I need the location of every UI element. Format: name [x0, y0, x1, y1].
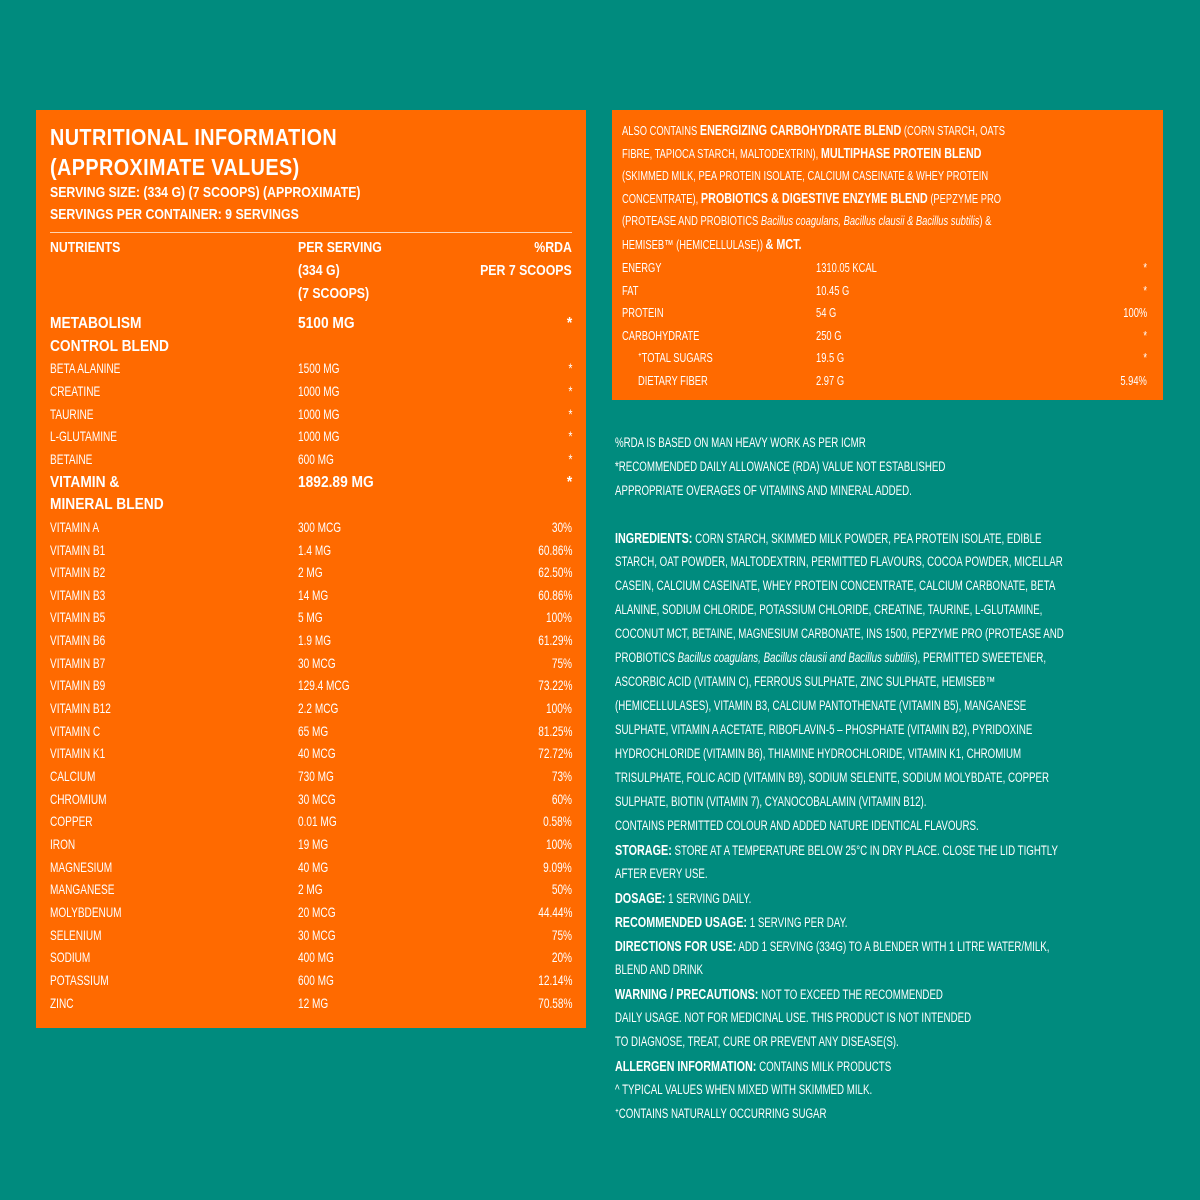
- nutrient-row: [36, 723, 586, 746]
- allergen-info: ALLERGEN INFORMATION: CONTAINS MILK PRODUCTS: [615, 1058, 892, 1075]
- nutrient-rda: *: [566, 473, 572, 491]
- nutrient-rda: 75%: [551, 926, 572, 943]
- energy-name: DIETARY FIBER: [638, 373, 708, 388]
- intro-line-4: CONCENTRATE), PROBIOTICS & DIGESTIVE ENZYME BLEND (PEPZYME PRO: [622, 190, 1002, 207]
- nutrient-row: [36, 859, 586, 882]
- energy-amount: 2.97 G: [816, 373, 845, 388]
- nutrient-row: [36, 836, 586, 859]
- nutrient-amount: 0.01 MG: [298, 813, 337, 830]
- nutrient-rda: *: [568, 428, 572, 445]
- directions-line-1: DIRECTIONS FOR USE: ADD 1 SERVING (334G) TO A BLENDER WITH 1 LITRE WATER/MILK,: [615, 938, 1050, 955]
- warning-line-3: TO DIAGNOSE, TREAT, CURE OR PREVENT ANY DISEASE(S).: [615, 1034, 899, 1049]
- nutrient-name: CHROMIUM: [50, 790, 107, 807]
- nutrient-row: [36, 564, 586, 587]
- ingredients-line-2: STARCH, OAT POWDER, MALTODEXTRIN, PERMITTED FLAVOURS, COCOA POWDER, MICELLAR: [615, 554, 1063, 569]
- nutrient-amount: 1.9 MG: [298, 632, 332, 649]
- nutrient-rda: 0.58%: [543, 813, 572, 830]
- nutrient-row: [36, 474, 586, 497]
- footnote-natural-sugar: ᐩCONTAINS NATURALLY OCCURRING SUGAR: [615, 1106, 827, 1121]
- nutrient-name: CREATINE: [50, 382, 101, 399]
- nutrient-name: VITAMIN B12: [50, 700, 111, 717]
- energy-amount: 10.45 G: [816, 282, 850, 298]
- energy-row: [612, 373, 1163, 396]
- nutrient-name: VITAMIN B5: [50, 609, 106, 626]
- ingredients-line-7: ASCORBIC ACID (VITAMIN C), FERROUS SULPHATE, ZINC SULPHATE, HEMISEB™: [615, 674, 996, 689]
- energy-rda: *: [1143, 282, 1147, 298]
- energy-rda: 100%: [1123, 305, 1147, 321]
- nutrient-rda: 100%: [546, 609, 572, 626]
- ingredients-line-6: PROBIOTICS Bacillus coagulans, Bacillus clausii and Bacillus subtilis), PERMITTED SWEETENER,: [615, 650, 1047, 665]
- nutrient-row: [36, 360, 586, 383]
- nutrient-row: [36, 315, 586, 338]
- nutrient-rda: 60%: [551, 790, 572, 807]
- ingredients-line-5: COCONUT MCT, BETAINE, MAGNESIUM CARBONATE, INS 1500, PEPZYME PRO (PROTEASE AND: [615, 626, 1064, 641]
- nutrient-row: [36, 428, 586, 451]
- intro-line-2: FIBRE, TAPIOCA STARCH, MALTODEXTRIN), MULTIPHASE PROTEIN BLEND: [622, 145, 982, 162]
- nutrient-row: [36, 813, 586, 836]
- nutrient-name: POTASSIUM: [50, 971, 109, 988]
- nutrient-amount: 600 MG: [298, 450, 334, 467]
- nutrient-amount: 30 MCG: [298, 926, 336, 943]
- nutrient-name: VITAMIN K1: [50, 745, 106, 762]
- warning-line-2: DAILY USAGE. NOT FOR MEDICINAL USE. THIS PRODUCT IS NOT INTENDED: [615, 1010, 972, 1025]
- nutrient-row: [36, 496, 586, 519]
- nutrient-rda: 30%: [551, 518, 572, 535]
- nutrient-row: [36, 677, 586, 700]
- nutrient-row: [36, 768, 586, 791]
- energy-name: FAT: [622, 282, 639, 298]
- ingredients-line-8: (HEMICELLULASES), VITAMIN B3, CALCIUM PANTOTHENATE (VITAMIN B5), MANGANESE: [615, 698, 1027, 713]
- nutrient-rda: 9.09%: [543, 858, 572, 875]
- nutrient-amount: 1000 MG: [298, 428, 340, 445]
- nutrient-rda: 100%: [546, 835, 572, 852]
- energy-name: PROTEIN: [622, 305, 664, 321]
- nutrient-name: L-GLUTAMINE: [50, 428, 118, 445]
- nutrient-amount: 600 MG: [298, 971, 334, 988]
- nutrient-amount: 2 MG: [298, 881, 323, 898]
- nutrient-rda: *: [568, 382, 572, 399]
- note-overages: APPROPRIATE OVERAGES OF VITAMINS AND MINERAL ADDED.: [615, 483, 912, 498]
- nutrient-rda: 81.25%: [537, 722, 572, 739]
- nutrient-row: [36, 791, 586, 814]
- nutrient-name: VITAMIN B1: [50, 541, 106, 558]
- energy-rda: 5.94%: [1120, 373, 1147, 388]
- nutrient-row: [36, 519, 586, 542]
- energy-name: ᐩTOTAL SUGARS: [638, 350, 713, 366]
- nutrient-rda: 75%: [551, 654, 572, 671]
- nutrient-name: VITAMIN B9: [50, 677, 106, 694]
- nutrient-row: [36, 383, 586, 406]
- nutrient-amount: 129.4 MCG: [298, 677, 350, 694]
- energy-amount: 250 G: [816, 327, 842, 343]
- intro-line-1: ALSO CONTAINS ENERGIZING CARBOHYDRATE BLEND (CORN STARCH, OATS: [622, 122, 1005, 139]
- ingredients-line-11: TRISULPHATE, FOLIC ACID (VITAMIN B9), SODIUM SELENITE, SODIUM MOLYBDATE, COPPER: [615, 770, 1050, 785]
- nutrient-name: IRON: [50, 835, 76, 852]
- note-rda-not-established: *RECOMMENDED DAILY ALLOWANCE (RDA) VALUE NOT ESTABLISHED: [615, 459, 946, 474]
- recommended-usage: RECOMMENDED USAGE: 1 SERVING PER DAY.: [615, 914, 848, 931]
- nutrient-amount: 40 MCG: [298, 745, 336, 762]
- nutrient-name: VITAMIN &: [50, 473, 120, 491]
- nutrient-amount: 400 MG: [298, 949, 334, 966]
- energy-amount: 19.5 G: [816, 350, 845, 366]
- nutrient-rda: 73.22%: [537, 677, 572, 694]
- nutrient-amount: 300 MCG: [298, 518, 342, 535]
- nutrient-rda: 50%: [551, 881, 572, 898]
- ingredients-line-10: HYDROCHLORIDE (VITAMIN B6), THIAMINE HYDROCHLORIDE, VITAMIN K1, CHROMIUM: [615, 746, 1022, 761]
- nutrient-amount: 1.4 MG: [298, 541, 332, 558]
- note-rda-basis: %RDA IS BASED ON MAN HEAVY WORK AS PER ICMR: [615, 435, 866, 450]
- nutrient-row: [36, 632, 586, 655]
- nutrient-amount: 5 MG: [298, 609, 323, 626]
- ingredients-line-3: CASEIN, CALCIUM CASEINATE, WHEY PROTEIN CONCENTRATE, CALCIUM CARBONATE, BETA: [615, 578, 1056, 593]
- nutrient-row: [36, 745, 586, 768]
- nutrient-amount: 1892.89 MG: [298, 473, 374, 491]
- nutrient-amount: 19 MG: [298, 835, 329, 852]
- energy-amount: 1310.05 KCAL: [816, 260, 877, 275]
- nutrient-name: MINERAL BLEND: [50, 496, 164, 514]
- nutrient-amount: 730 MG: [298, 768, 334, 784]
- nutrient-row: [36, 609, 586, 632]
- nutrient-name: VITAMIN B3: [50, 586, 106, 603]
- nutrient-amount: 30 MCG: [298, 654, 336, 671]
- header-rda: %RDA PER 7 SCOOPS: [480, 239, 572, 279]
- energy-row: [612, 260, 1163, 283]
- energy-row: [612, 305, 1163, 328]
- nutrient-name: MOLYBDENUM: [50, 903, 122, 920]
- ingredients-line-9: SULPHATE, VITAMIN A ACETATE, RIBOFLAVIN-5 – PHOSPHATE (VITAMIN B2), PYRIDOXINE: [615, 722, 1033, 737]
- intro-line-3: (SKIMMED MILK, PEA PROTEIN ISOLATE, CALCIUM CASEINATE & WHEY PROTEIN: [622, 168, 989, 183]
- nutrient-name: ZINC: [50, 994, 74, 1011]
- nutrient-rda: 70.58%: [537, 994, 572, 1011]
- nutrient-row: [36, 451, 586, 474]
- storage-line-2: AFTER EVERY USE.: [615, 866, 708, 881]
- nutrient-row: [36, 927, 586, 950]
- header-per-serving: PER SERVING (334 G) (7 SCOOPS): [298, 239, 382, 302]
- nutrient-rda: *: [568, 450, 572, 467]
- nutrient-name: SELENIUM: [50, 926, 102, 943]
- nutrient-name: BETAINE: [50, 450, 93, 467]
- nutrient-name: VITAMIN B2: [50, 564, 106, 581]
- directions-line-2: BLEND AND DRINK: [615, 962, 704, 977]
- footnote-typical-values: ^ TYPICAL VALUES WHEN MIXED WITH SKIMMED MILK.: [615, 1082, 873, 1097]
- nutrient-name: MANGANESE: [50, 881, 115, 898]
- intro-line-6: HEMISEB™ (HEMICELLULASE)) & MCT.: [622, 236, 802, 253]
- nutrient-row: [36, 406, 586, 429]
- nutrient-amount: 5100 MG: [298, 315, 355, 332]
- warning-line-1: WARNING / PRECAUTIONS: NOT TO EXCEED THE RECOMMENDED: [615, 986, 943, 1003]
- nutrient-amount: 12 MG: [298, 994, 329, 1011]
- header-nutrients: NUTRIENTS: [50, 239, 121, 256]
- nutrient-row: [36, 881, 586, 904]
- energy-row: [612, 283, 1163, 306]
- nutrient-amount: 14 MG: [298, 586, 329, 603]
- nutrient-amount: 30 MCG: [298, 790, 336, 807]
- nutrient-rda: 20%: [551, 949, 572, 966]
- nutrient-row: [36, 542, 586, 565]
- ingredients-line-13: CONTAINS PERMITTED COLOUR AND ADDED NATURE IDENTICAL FLAVOURS.: [615, 818, 979, 833]
- nutrient-name: METABOLISM: [50, 315, 142, 332]
- nutrient-rda: 72.72%: [537, 745, 572, 762]
- energy-row: [612, 350, 1163, 373]
- nutrient-row: [36, 700, 586, 723]
- nutrition-table-panel: [36, 110, 586, 1028]
- nutrient-name: MAGNESIUM: [50, 858, 113, 875]
- nutrient-rda: 60.86%: [537, 541, 572, 558]
- ingredients-line-4: ALANINE, SODIUM CHLORIDE, POTASSIUM CHLORIDE, CREATINE, TAURINE, L-GLUTAMINE,: [615, 602, 1043, 617]
- nutrient-rda: 62.50%: [537, 564, 572, 581]
- nutrient-amount: 20 MCG: [298, 903, 336, 920]
- nutrient-row: [36, 972, 586, 995]
- energy-row: [612, 328, 1163, 351]
- nutrient-amount: 2 MG: [298, 564, 323, 581]
- nutrient-rda: *: [568, 360, 572, 377]
- nutrient-amount: 2.2 MCG: [298, 700, 339, 717]
- storage-line-1: STORAGE: STORE AT A TEMPERATURE BELOW 25°C IN DRY PLACE. CLOSE THE LID TIGHTLY: [615, 842, 1058, 859]
- nutrient-name: SODIUM: [50, 949, 91, 966]
- nutrient-rda: *: [566, 315, 572, 332]
- dosage: DOSAGE: 1 SERVING DAILY.: [615, 890, 752, 907]
- nutrient-rda: *: [568, 405, 572, 422]
- energy-amount: 54 G: [816, 305, 837, 321]
- nutrient-name: VITAMIN A: [50, 518, 100, 535]
- nutrient-name: CONTROL BLEND: [50, 337, 170, 355]
- nutrient-rda: 60.86%: [537, 586, 572, 603]
- servings-per-container: SERVINGS PER CONTAINER: 9 SERVINGS: [50, 206, 299, 223]
- nutrient-row: [36, 949, 586, 972]
- also-contains-panel: [612, 110, 1163, 400]
- ingredients-line-12: SULPHATE, BIOTIN (VITAMIN 7), CYANOCOBALAMIN (VITAMIN B12).: [615, 794, 927, 809]
- nutrient-name: TAURINE: [50, 405, 94, 422]
- nutrient-row: [36, 904, 586, 927]
- nutrient-name: BETA ALANINE: [50, 360, 121, 377]
- divider: [50, 232, 572, 233]
- energy-rda: *: [1143, 350, 1147, 366]
- panel-title: NUTRITIONAL INFORMATION: [50, 124, 338, 150]
- nutrient-rda: 44.44%: [537, 903, 572, 920]
- intro-line-5: (PROTEASE AND PROBIOTICS Bacillus coagulans, Bacillus clausii & Bacillus subtilis) &: [622, 213, 992, 228]
- nutrient-rda: 12.14%: [537, 971, 572, 988]
- nutrient-row: [36, 587, 586, 610]
- nutrient-amount: 65 MG: [298, 722, 329, 739]
- nutrient-rda: 73%: [551, 768, 572, 784]
- energy-name: ENERGY: [622, 260, 662, 275]
- nutrient-amount: 40 MG: [298, 858, 329, 875]
- nutrient-amount: 1000 MG: [298, 382, 340, 399]
- panel-subtitle: (APPROXIMATE VALUES): [50, 154, 300, 180]
- serving-size: SERVING SIZE: (334 G) (7 SCOOPS) (APPROXIMATE): [50, 184, 361, 201]
- nutrient-name: COPPER: [50, 813, 93, 830]
- nutrient-amount: 1000 MG: [298, 405, 340, 422]
- energy-rda: *: [1143, 260, 1147, 275]
- nutrient-rda: 61.29%: [537, 632, 572, 649]
- nutrient-name: VITAMIN B7: [50, 654, 106, 671]
- nutrient-rda: 100%: [546, 700, 572, 717]
- nutrient-amount: 1500 MG: [298, 360, 340, 377]
- nutrient-row: [36, 338, 586, 361]
- energy-name: CARBOHYDRATE: [622, 327, 700, 343]
- nutrient-name: VITAMIN C: [50, 722, 101, 739]
- nutrient-row: [36, 655, 586, 678]
- ingredients-line-1: INGREDIENTS: CORN STARCH, SKIMMED MILK POWDER, PEA PROTEIN ISOLATE, EDIBLE: [615, 530, 1042, 547]
- nutrient-name: CALCIUM: [50, 768, 96, 784]
- nutrient-name: VITAMIN B6: [50, 632, 106, 649]
- energy-rda: *: [1143, 327, 1147, 343]
- nutrient-row: [36, 995, 586, 1018]
